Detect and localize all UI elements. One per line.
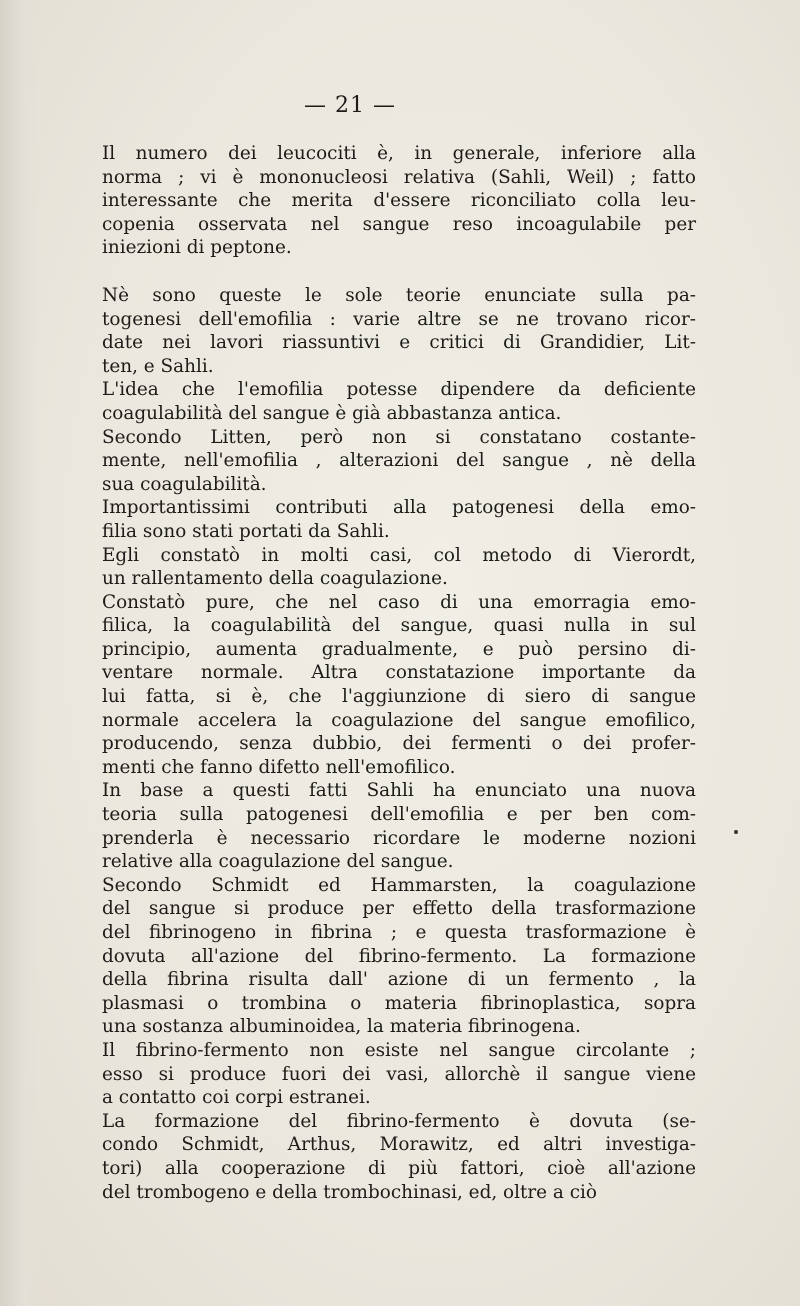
paragraph-2 <box>82 284 696 378</box>
paragraph-5 <box>82 496 696 543</box>
page-binding-shadow <box>0 0 40 1306</box>
text-line: In base a questi fatti Sahli ha enunciato una nuova <box>102 780 696 802</box>
page-number: — 21 — <box>304 93 396 118</box>
paragraph-7 <box>82 591 696 780</box>
text-line: filia sono stati portati da Sahli. <box>102 520 390 542</box>
text-line: coagulabilità del sangue è già abbastanza antica. <box>102 402 562 424</box>
text-line: esso si produce fuori dei vasi, allorchè il sangue viene <box>102 1063 696 1085</box>
text-line: tori) alla cooperazione di più fattori, cioè all'azione <box>102 1157 696 1179</box>
text-line: un rallentamento della coagulazione. <box>102 568 448 590</box>
paragraph-4 <box>82 426 696 497</box>
text-line: Il numero dei leucociti è, in generale, inferiore alla <box>102 143 696 164</box>
ink-speck <box>734 830 738 834</box>
text-line: normale accelera la coagulazione del sangue emofilico, <box>102 709 696 731</box>
text-line: iniezioni di peptone. <box>102 237 292 259</box>
text-line: Il fibrino-fermento non esiste nel sangue circolante ; <box>102 1039 696 1061</box>
text-line: una sostanza albuminoidea, la materia fibrinogena. <box>102 1016 581 1038</box>
paragraph-gap <box>82 260 696 284</box>
text-line: plasmasi o trombina o materia fibrinoplastica, sopra <box>102 992 696 1014</box>
text-line: producendo, senza dubbio, dei fermenti o dei profer- <box>102 733 696 755</box>
text-line: dovuta all'azione del fibrino-fermento. La formazione <box>102 945 696 967</box>
paragraph-9 <box>82 874 696 1039</box>
text-line: norma ; vi è mononucleosi relativa (Sahli, Weil) ; fatto <box>102 166 696 188</box>
text-line: filica, la coagulabilità del sangue, quasi nulla in sul <box>102 615 696 637</box>
paragraph-1 <box>82 142 696 260</box>
paragraph-3 <box>82 378 696 425</box>
text-line: del trombogeno e della trombochinasi, ed, oltre a ciò <box>102 1181 597 1203</box>
paragraph-6 <box>82 544 696 591</box>
text-line: L'idea che l'emofilia potesse dipendere da deficiente <box>102 379 696 401</box>
paragraph-10 <box>82 1039 696 1110</box>
text-line: condo Schmidt, Arthus, Morawitz, ed altri investiga- <box>102 1134 696 1156</box>
text-line: lui fatta, si è, che l'aggiunzione di siero di sangue <box>102 686 696 708</box>
text-line: togenesi dell'emofilia : varie altre se ne trovano ricor- <box>102 308 696 330</box>
text-line: menti che fanno difetto nell'emofilico. <box>102 756 456 778</box>
text-line: mente, nell'emofilia , alterazioni del sangue , nè della <box>102 450 696 472</box>
text-line: relative alla coagulazione del sangue. <box>102 851 454 873</box>
body-text <box>82 142 696 1204</box>
text-line: sua coagulabilità. <box>102 473 267 495</box>
text-line: del sangue si produce per effetto della trasformazione <box>102 898 696 920</box>
text-line: della fibrina risulta dall' azione di un fermento , la <box>102 969 696 991</box>
text-line: Importantissimi contributi alla patogenesi della emo- <box>102 497 696 519</box>
text-line: date nei lavori riassuntivi e critici di Grandidier, Lit- <box>102 332 696 354</box>
text-line: teoria sulla patogenesi dell'emofilia e per ben com- <box>102 804 696 826</box>
text-line: prenderla è necessario ricordare le moderne nozioni <box>102 827 696 849</box>
text-line: copenia osservata nel sangue reso incoagulabile per <box>102 213 696 235</box>
text-line: Secondo Litten, però non si constatano costante- <box>102 426 696 448</box>
text-line: Secondo Schmidt ed Hammarsten, la coagulazione <box>102 874 696 896</box>
text-line: Egli constatò in molti casi, col metodo di Vierordt, <box>102 544 696 566</box>
paragraph-8 <box>82 779 696 873</box>
text-line: La formazione del fibrino-fermento è dovuta (se- <box>102 1110 696 1132</box>
text-line: ten, e Sahli. <box>102 355 214 377</box>
text-line: del fibrinogeno in fibrina ; e questa trasformazione è <box>102 922 696 943</box>
text-line: a contatto coi corpi estranei. <box>102 1087 371 1109</box>
text-line: Constatò pure, che nel caso di una emorragia emo- <box>102 591 696 613</box>
text-line: principio, aumenta gradualmente, e può persino di- <box>102 638 696 660</box>
text-line: Nè sono queste le sole teorie enunciate sulla pa- <box>102 284 696 306</box>
text-line: ventare normale. Altra constatazione importante da <box>102 662 696 684</box>
text-line: interessante che merita d'essere riconciliato colla leu- <box>102 190 696 212</box>
paragraph-11 <box>82 1110 696 1204</box>
